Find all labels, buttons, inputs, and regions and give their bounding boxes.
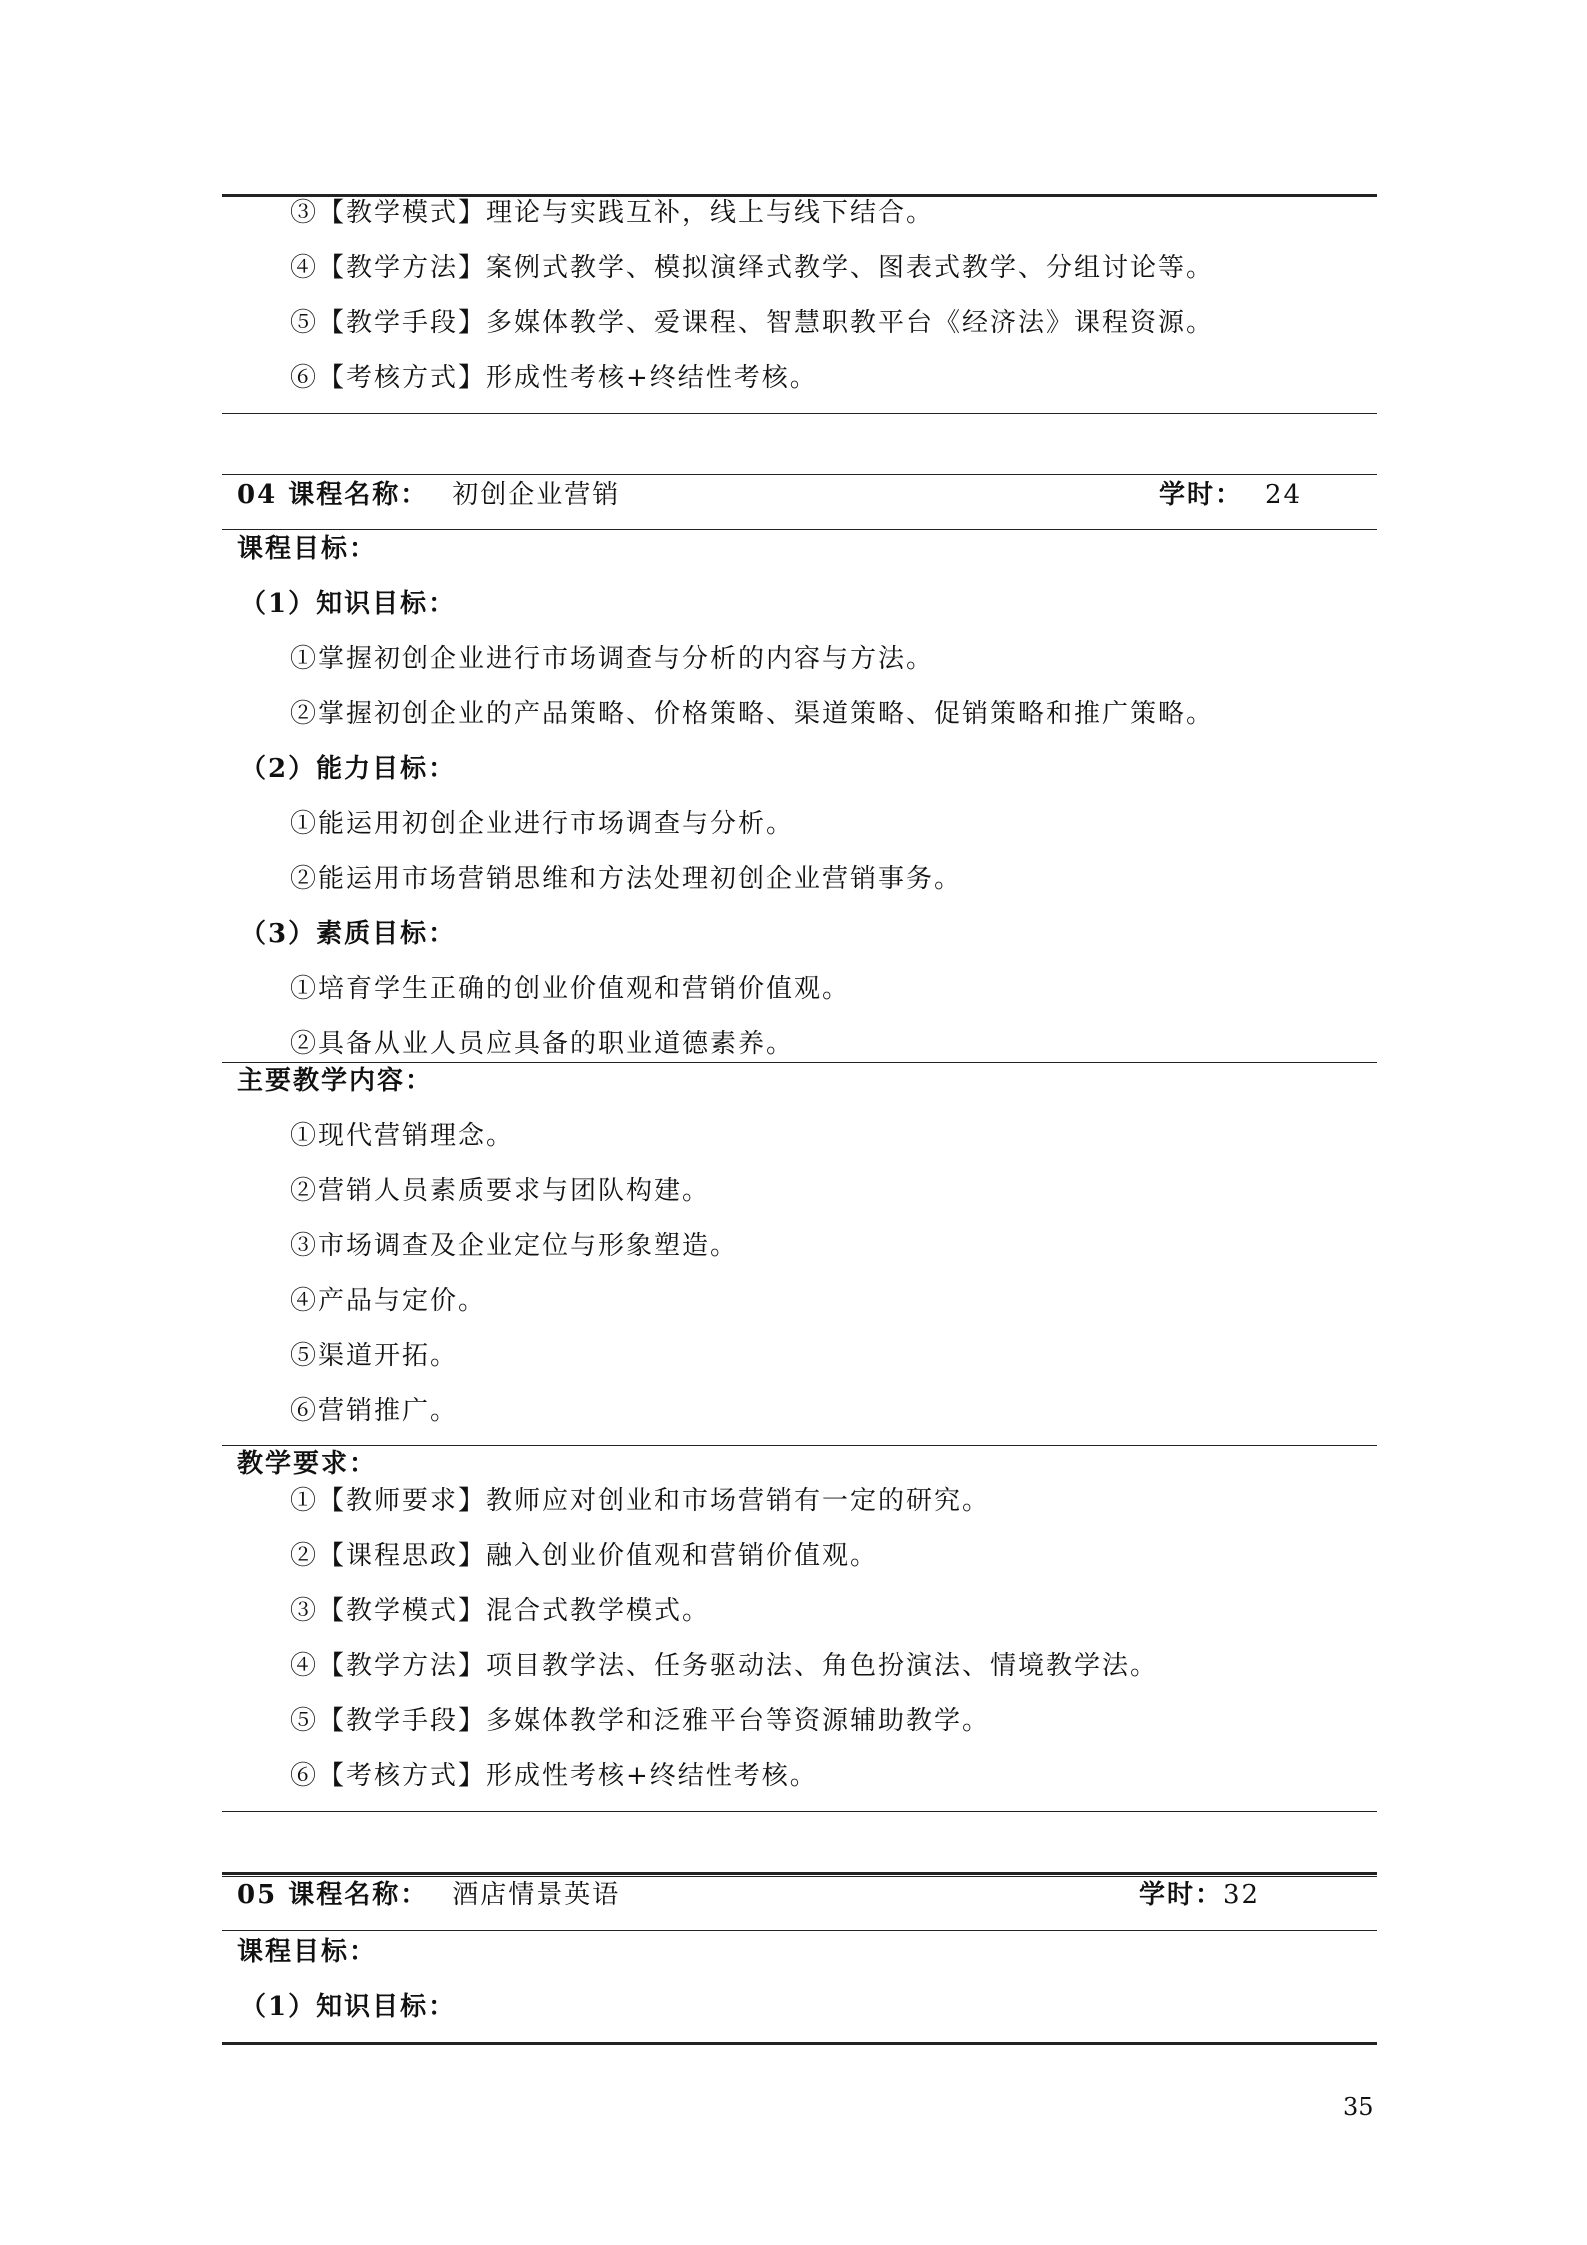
list-item: ⑤渠道开拓。 — [290, 1341, 459, 1371]
list-item: ①掌握初创企业进行市场调查与分析的内容与方法。 — [290, 644, 935, 674]
list-item: ⑥【考核方式】形成性考核+终结性考核。 — [290, 363, 818, 393]
course04-quality-title: （3）素质目标： — [240, 919, 457, 949]
course04-bottom-rule — [222, 1811, 1377, 1812]
list-item: ⑥营销推广。 — [290, 1396, 459, 1426]
list-item: ②能运用市场营销思维和方法处理初创企业营销事务。 — [290, 864, 963, 894]
page-number: 35 — [1343, 2093, 1374, 2121]
course04-header — [237, 478, 1337, 512]
course04-ability-title: （2）能力目标： — [240, 754, 457, 784]
list-item: ①能运用初创企业进行市场调查与分析。 — [290, 809, 795, 839]
list-item: ①现代营销理念。 — [290, 1121, 515, 1151]
course05-hours-value: 32 — [1223, 1880, 1261, 1910]
course04-header-rule — [222, 529, 1377, 530]
course05-objectives-title: 课程目标： — [237, 1937, 378, 1967]
list-item: ①培育学生正确的创业价值观和营销价值观。 — [290, 974, 851, 1004]
list-item: ⑤【教学手段】多媒体教学、爱课程、智慧职教平台《经济法》课程资源。 — [290, 308, 1215, 338]
course05-top-rule — [222, 1872, 1377, 1877]
list-item: ⑥【考核方式】形成性考核+终结性考核。 — [290, 1761, 818, 1791]
list-item: ④【教学方法】案例式教学、模拟演绎式教学、图表式教学、分组讨论等。 — [290, 253, 1215, 283]
course05-hours-label: 学时： — [1139, 1880, 1224, 1910]
list-item: ③【教学模式】混合式教学模式。 — [290, 1596, 711, 1626]
course04-hours-label: 学时： — [1159, 480, 1244, 510]
list-item: ④【教学方法】项目教学法、任务驱动法、角色扮演法、情境教学法。 — [290, 1651, 1159, 1681]
course04-requirements-rule — [222, 1445, 1377, 1446]
course04-label: 04 课程名称： — [237, 480, 429, 510]
bottom-rule — [222, 2042, 1377, 2045]
list-item: ①【教师要求】教师应对创业和市场营销有一定的研究。 — [290, 1486, 991, 1516]
list-item: ③【教学模式】理论与实践互补，线上与线下结合。 — [290, 198, 935, 228]
list-item: ②掌握初创企业的产品策略、价格策略、渠道策略、促销策略和推广策略。 — [290, 699, 1215, 729]
list-item: ③市场调查及企业定位与形象塑造。 — [290, 1231, 739, 1261]
course04-hours-value: 24 — [1265, 480, 1303, 510]
course05-knowledge-title: （1）知识目标： — [240, 1992, 457, 2022]
course05-hours — [1139, 1878, 1260, 1912]
course04-top-rule — [222, 474, 1377, 475]
list-item: ②【课程思政】融入创业价值观和营销价值观。 — [290, 1541, 879, 1571]
list-item: ⑤【教学手段】多媒体教学和泛雅平台等资源辅助教学。 — [290, 1706, 991, 1736]
list-item: ④产品与定价。 — [290, 1286, 487, 1316]
course04-hours — [1159, 478, 1302, 512]
course04-name: 初创企业营销 — [452, 480, 621, 510]
course05-header-rule — [222, 1930, 1377, 1931]
course04-content-rule — [222, 1062, 1377, 1063]
course04-knowledge-title: （1）知识目标： — [240, 589, 457, 619]
list-item: ②具备从业人员应具备的职业道德素养。 — [290, 1029, 795, 1059]
course05-label: 05 课程名称： — [237, 1880, 429, 1910]
course04-requirements-title: 教学要求： — [237, 1449, 378, 1479]
list-item: ②营销人员素质要求与团队构建。 — [290, 1176, 711, 1206]
course05-header — [237, 1878, 1337, 1912]
course04-content-title: 主要教学内容： — [237, 1066, 434, 1096]
course04-objectives-title: 课程目标： — [237, 534, 378, 564]
section-divider — [222, 413, 1377, 414]
course05-name: 酒店情景英语 — [452, 1880, 621, 1910]
